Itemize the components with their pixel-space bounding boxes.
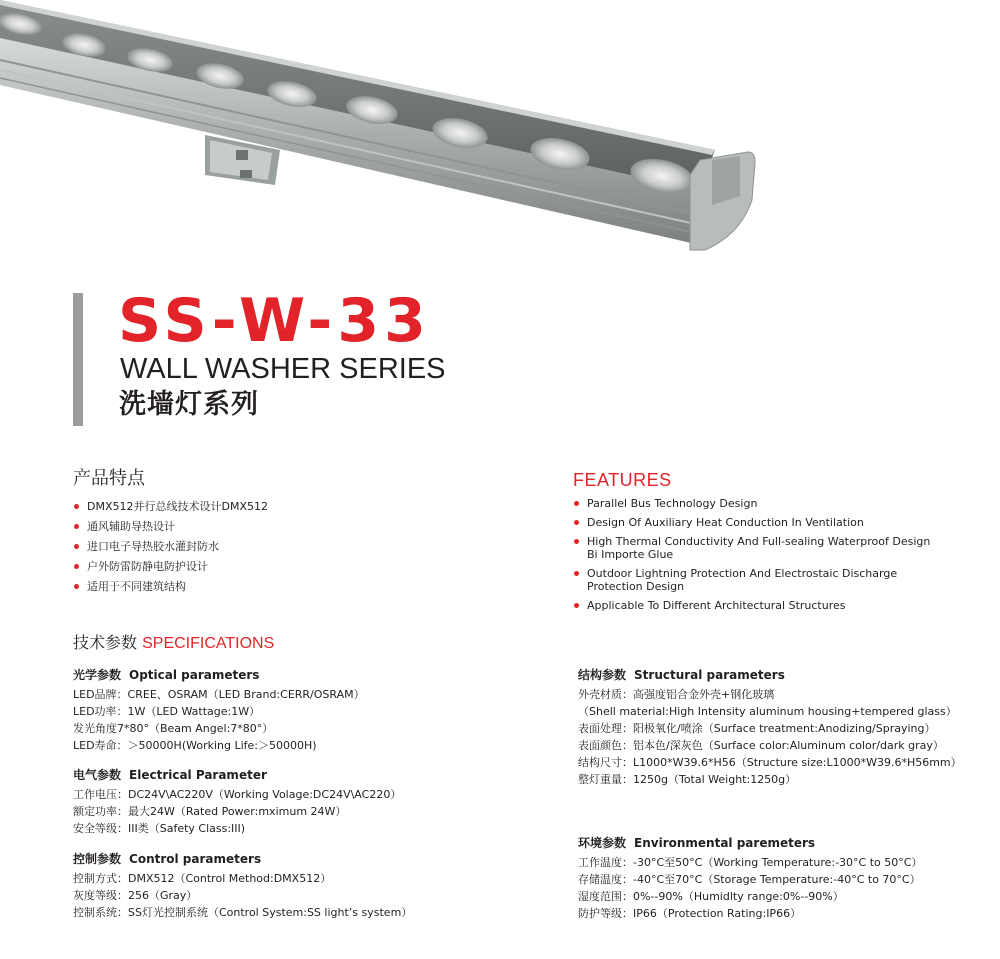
features-cn-list — [73, 500, 268, 600]
specifications-heading: 技术参数 SPECIFICATIONS — [73, 633, 275, 652]
group-title: 电气参数 Electrical Parameter — [73, 768, 267, 782]
spec-line: 工作电压：DC24V\AC220V（Working Volage:DC24V\AC220） — [73, 788, 402, 801]
bullet-icon — [574, 603, 579, 608]
bullet-icon — [574, 571, 579, 576]
bullet-icon — [74, 544, 79, 549]
model-title: SS-W-33 — [118, 286, 431, 356]
bullet-icon — [574, 520, 579, 525]
spec-line: LED功率：1W（LED Wattage:1W） — [73, 705, 261, 718]
spec-line: 控制方式：DMX512（Control Method:DMX512） — [73, 872, 332, 885]
bullet-icon — [74, 524, 79, 529]
spec-line: （Shell material:High Intensity aluminum housing+tempered glass） — [578, 705, 957, 718]
spec-line: 表面颜色：铝本色/深灰色（Surface color:Aluminum color/dark gray） — [578, 739, 944, 752]
group-title: 控制参数 Control parameters — [73, 852, 262, 866]
series-title-en: WALL WASHER SERIES — [120, 353, 446, 385]
features-en-title: FEATURES — [573, 470, 672, 490]
structural-parameters — [578, 667, 962, 788]
features-en-list — [573, 497, 933, 618]
bullet-icon — [74, 564, 79, 569]
spec-line: 结构尺寸：L1000*W39.6*H56（Structure size:L1000*W39.6*H56mm） — [578, 756, 962, 769]
spec-line: 表面处理：阳极氧化/喷涂（Surface treatment:Anodizing/Spraying） — [578, 722, 936, 735]
spec-line: 整灯重量：1250g（Total Weight:1250g） — [578, 773, 797, 786]
group-title: 结构参数 Structural parameters — [578, 668, 785, 682]
list-item: 进口电子导热胶水灌封防水 — [73, 540, 268, 553]
group-title: 环境参数 Environmental paremeters — [578, 836, 816, 850]
spec-line: 安全等级：III类（Safety Class:III) — [73, 822, 246, 835]
spec-line: 发光角度7*80°（Beam Angel:7*80°） — [73, 722, 274, 735]
series-title-cn: 洗墙灯系列 — [119, 389, 259, 420]
bullet-icon — [574, 501, 579, 506]
list-item: Design Of Auxiliary Heat Conduction In Ventilation — [573, 516, 933, 529]
spec-line: 湿度范围：0%--90%（Humidlty range:0%--90%） — [578, 890, 844, 903]
features-cn-title: 产品特点 — [73, 468, 145, 489]
spec-line: 灰度等级：256（Gray） — [73, 889, 198, 902]
spec-line: 工作温度：-30°C至50°C（Working Temperature:-30°C to 50°C） — [578, 856, 923, 869]
spec-line: 存储温度：-40°C至70°C（Storage Temperature:-40°C to 70°C） — [578, 873, 921, 886]
list-item: Applicable To Different Architectural Structures — [573, 599, 933, 612]
optical-parameters — [73, 667, 365, 754]
list-item: DMX512并行总线技术设计DMX512 — [73, 500, 268, 513]
title-accent-bar — [73, 293, 83, 426]
spec-line: 外壳材质：高强度铝合金外壳+钢化玻璃 — [578, 688, 775, 701]
list-item: Outdoor Lightning Protection And Electrostaic Discharge Protection Design — [573, 567, 933, 593]
list-item: 通风辅助导热设计 — [73, 520, 268, 533]
spec-line: LED寿命：＞50000H(Working Life:＞50000H) — [73, 739, 317, 752]
spec-line: 控制系统：SS灯光控制系统（Control System:SS light’s system） — [73, 906, 413, 919]
environmental-parameters — [578, 835, 922, 922]
spec-line: LED品牌：CREE、OSRAM（LED Brand:CERR/OSRAM） — [73, 688, 365, 701]
bullet-icon — [574, 539, 579, 544]
bullet-icon — [74, 504, 79, 509]
product-photo — [0, 0, 1000, 290]
list-item: 适用于不同建筑结构 — [73, 580, 268, 593]
list-item: 户外防雷防静电防护设计 — [73, 560, 268, 573]
spec-line: 额定功率：最大24W（Rated Power:mximum 24W） — [73, 805, 347, 818]
group-title: 光学参数 Optical parameters — [73, 668, 260, 682]
list-item: Parallel Bus Technology Design — [573, 497, 933, 510]
spec-line: 防护等级：IP66（Protection Rating:IP66） — [578, 907, 802, 920]
control-parameters — [73, 851, 412, 921]
electrical-parameters — [73, 767, 401, 837]
bullet-icon — [74, 584, 79, 589]
list-item: High Thermal Conductivity And Full-sealing Waterproof Design Bi Importe Glue — [573, 535, 933, 561]
